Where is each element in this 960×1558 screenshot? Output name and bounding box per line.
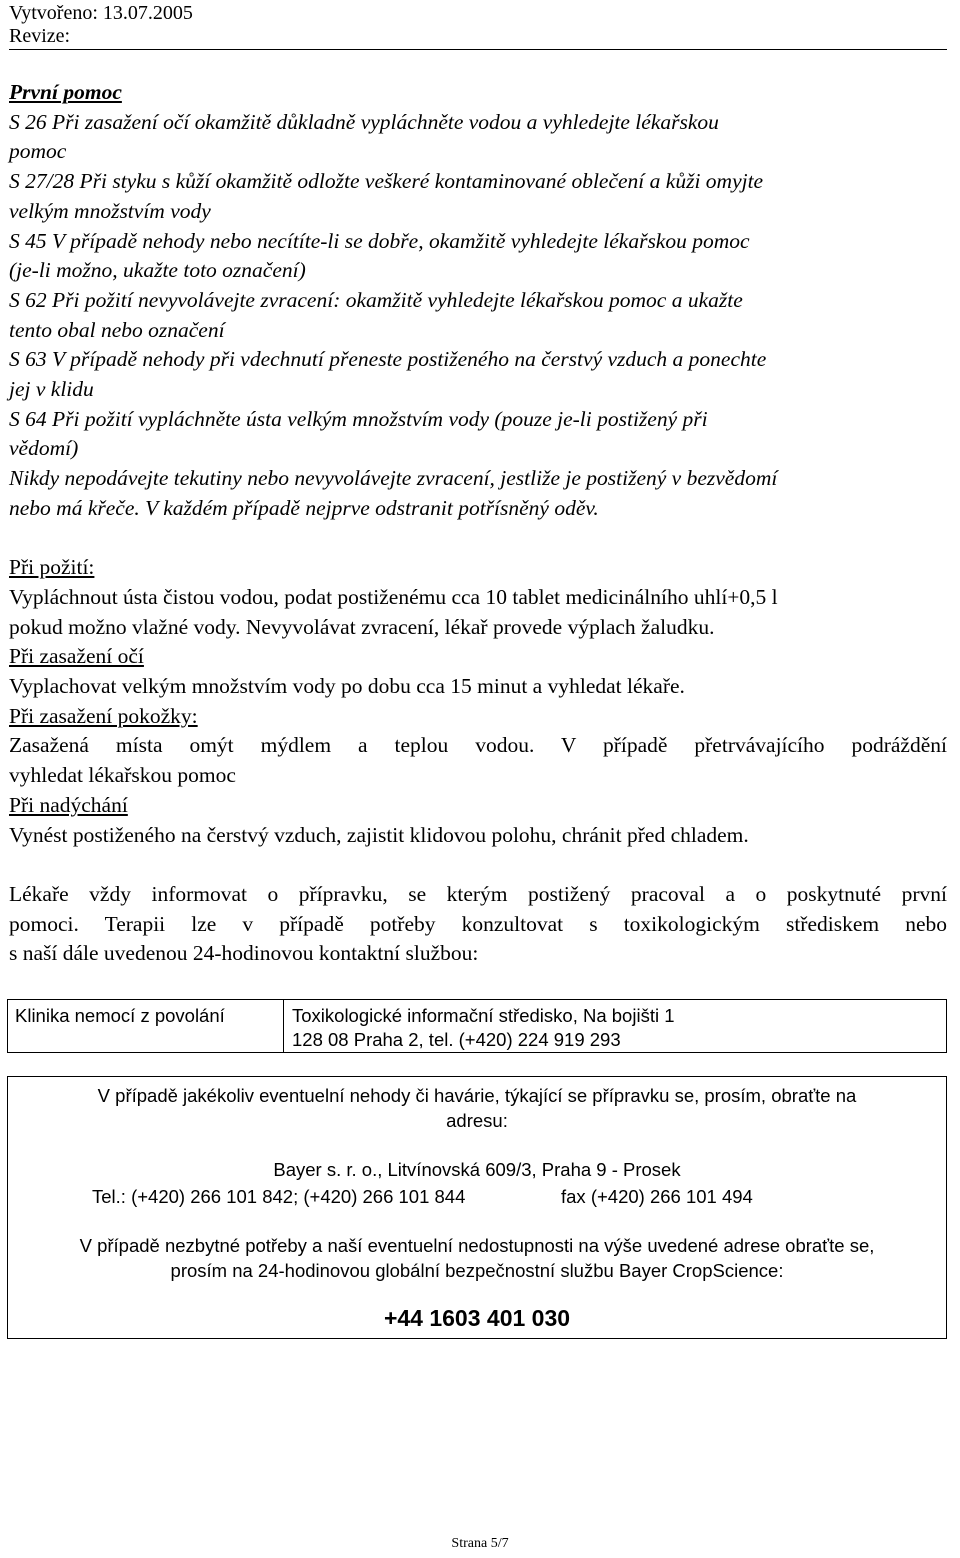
phrase-line: S 45 V případě nehody nebo necítíte-li se dobře, okamžitě vyhledejte lékařskou pomoc bbox=[9, 228, 750, 253]
contact-intro-cont: adresu: bbox=[446, 1110, 508, 1131]
company-phone: Tel.: (+420) 266 101 842; (+420) 266 101 844 bbox=[92, 1186, 466, 1207]
contact-intro: V případě jakékoliv eventuelní nehody či havárie, týkající se přípravku se, prosím, obraťte na bbox=[97, 1085, 857, 1106]
toxicology-phone: 128 08 Praha 2, tel. (+420) 224 919 293 bbox=[292, 1029, 621, 1050]
inhalation-text: Vynést postiženého na čerstvý vzduch, zajistit klidovou polohu, chránit před chladem. bbox=[9, 822, 749, 847]
global-service-text: V případě nezbytné potřeby a naší eventuelní nedostupnosti na výše uvedené adrese obraťte se, bbox=[79, 1235, 875, 1256]
skin-heading: Při zasažení pokožky: bbox=[9, 703, 198, 728]
phrase-line: nebo má křeče. V každém případě nejprve odstranit potřísněný oděv. bbox=[9, 495, 599, 520]
phrase-line: S 62 Při požití nevyvolávejte zvracení: okamžitě vyhledejte lékařskou pomoc a ukažte bbox=[9, 287, 743, 312]
toxicology-address: Toxikologické informační středisko, Na bojišti 1 bbox=[292, 1005, 675, 1026]
toxicology-center bbox=[284, 1000, 946, 1052]
created-date: Vytvořeno: 13.07.2005 bbox=[9, 2, 193, 24]
phrase-line: Nikdy nepodávejte tekutiny nebo nevyvolávejte zvracení, jestliže je postižený v bezvědomí bbox=[9, 466, 778, 491]
eyes-text: Vyplachovat velkým množstvím vody po dobu cca 15 minut a vyhledat lékaře. bbox=[9, 674, 685, 699]
toxicology-table bbox=[7, 999, 947, 1053]
spacer bbox=[9, 850, 947, 880]
phrase-line: velkým množstvím vody bbox=[9, 198, 211, 223]
phrase-line: jej v klidu bbox=[9, 377, 94, 402]
phrase-line: tento obal nebo označení bbox=[9, 317, 225, 342]
skin-text: Zasažená místa omýt mýdlem a teplou vodou. V případě přetrvávajícího podráždění bbox=[9, 733, 947, 758]
spacer bbox=[9, 524, 947, 554]
ingestion-text: Vypláchnout ústa čistou vodou, podat postiženému cca 10 tablet medicinálního uhlí+0,5 l bbox=[9, 584, 778, 609]
phrase-line: S 27/28 Při styku s kůží okamžitě odložte veškeré kontaminované oblečení a kůži omyjte bbox=[9, 169, 764, 194]
doctor-note-line: pomoci. Terapii lze v případě potřeby konzultovat s toxikologickým střediskem nebo bbox=[9, 911, 947, 936]
global-service-text-cont: prosím na 24-hodinovou globální bezpečnostní službu Bayer CropScience: bbox=[170, 1260, 784, 1281]
phrase-line: pomoc bbox=[9, 139, 67, 164]
company-address: Bayer s. r. o., Litvínovská 609/3, Praha 9 - Prosek bbox=[273, 1159, 681, 1180]
phrase-line: S 64 Při požití vypláchněte ústa velkým množstvím vody (pouze je-li postižený při bbox=[9, 406, 708, 431]
toxicology-clinic: Klinika nemocí z povolání bbox=[8, 1000, 284, 1052]
first-aid-phrases bbox=[9, 108, 947, 524]
first-aid-title: První pomoc bbox=[9, 80, 122, 104]
emergency-phone: +44 1603 401 030 bbox=[383, 1305, 571, 1331]
eyes-heading: Při zasažení očí bbox=[9, 644, 144, 669]
inhalation-heading: Při nadýchání bbox=[9, 792, 128, 817]
ingestion-heading: Při požití: bbox=[9, 555, 95, 580]
document-body bbox=[9, 78, 947, 969]
company-fax: fax (+420) 266 101 494 bbox=[561, 1186, 753, 1207]
ingestion-text: pokud možno vlažné vody. Nevyvolávat zvracení, lékař provede výplach žaludku. bbox=[9, 614, 715, 639]
phrase-line: vědomí) bbox=[9, 436, 79, 461]
doctor-note-line: s naší dále uvedenou 24-hodinovou kontaktní službou: bbox=[9, 941, 479, 966]
emergency-contact-box bbox=[7, 1076, 947, 1339]
phrase-line: (je-li možno, ukažte toto označení) bbox=[9, 258, 306, 283]
document-header bbox=[9, 2, 947, 48]
page-number: Strana 5/7 bbox=[451, 1536, 509, 1551]
phrase-line: S 63 V případě nehody při vdechnutí přeneste postiženého na čerstvý vzduch a ponechte bbox=[9, 347, 767, 372]
header-divider bbox=[9, 49, 947, 50]
skin-text: vyhledat lékařskou pomoc bbox=[9, 763, 236, 788]
revision-label: Revize: bbox=[9, 25, 71, 47]
doctor-note-line: Lékaře vždy informovat o přípravku, se kterým postižený pracoval a o poskytnuté první bbox=[9, 881, 947, 906]
phrase-line: S 26 Při zasažení očí okamžitě důkladně vypláchněte vodou a vyhledejte lékařskou bbox=[9, 109, 719, 134]
